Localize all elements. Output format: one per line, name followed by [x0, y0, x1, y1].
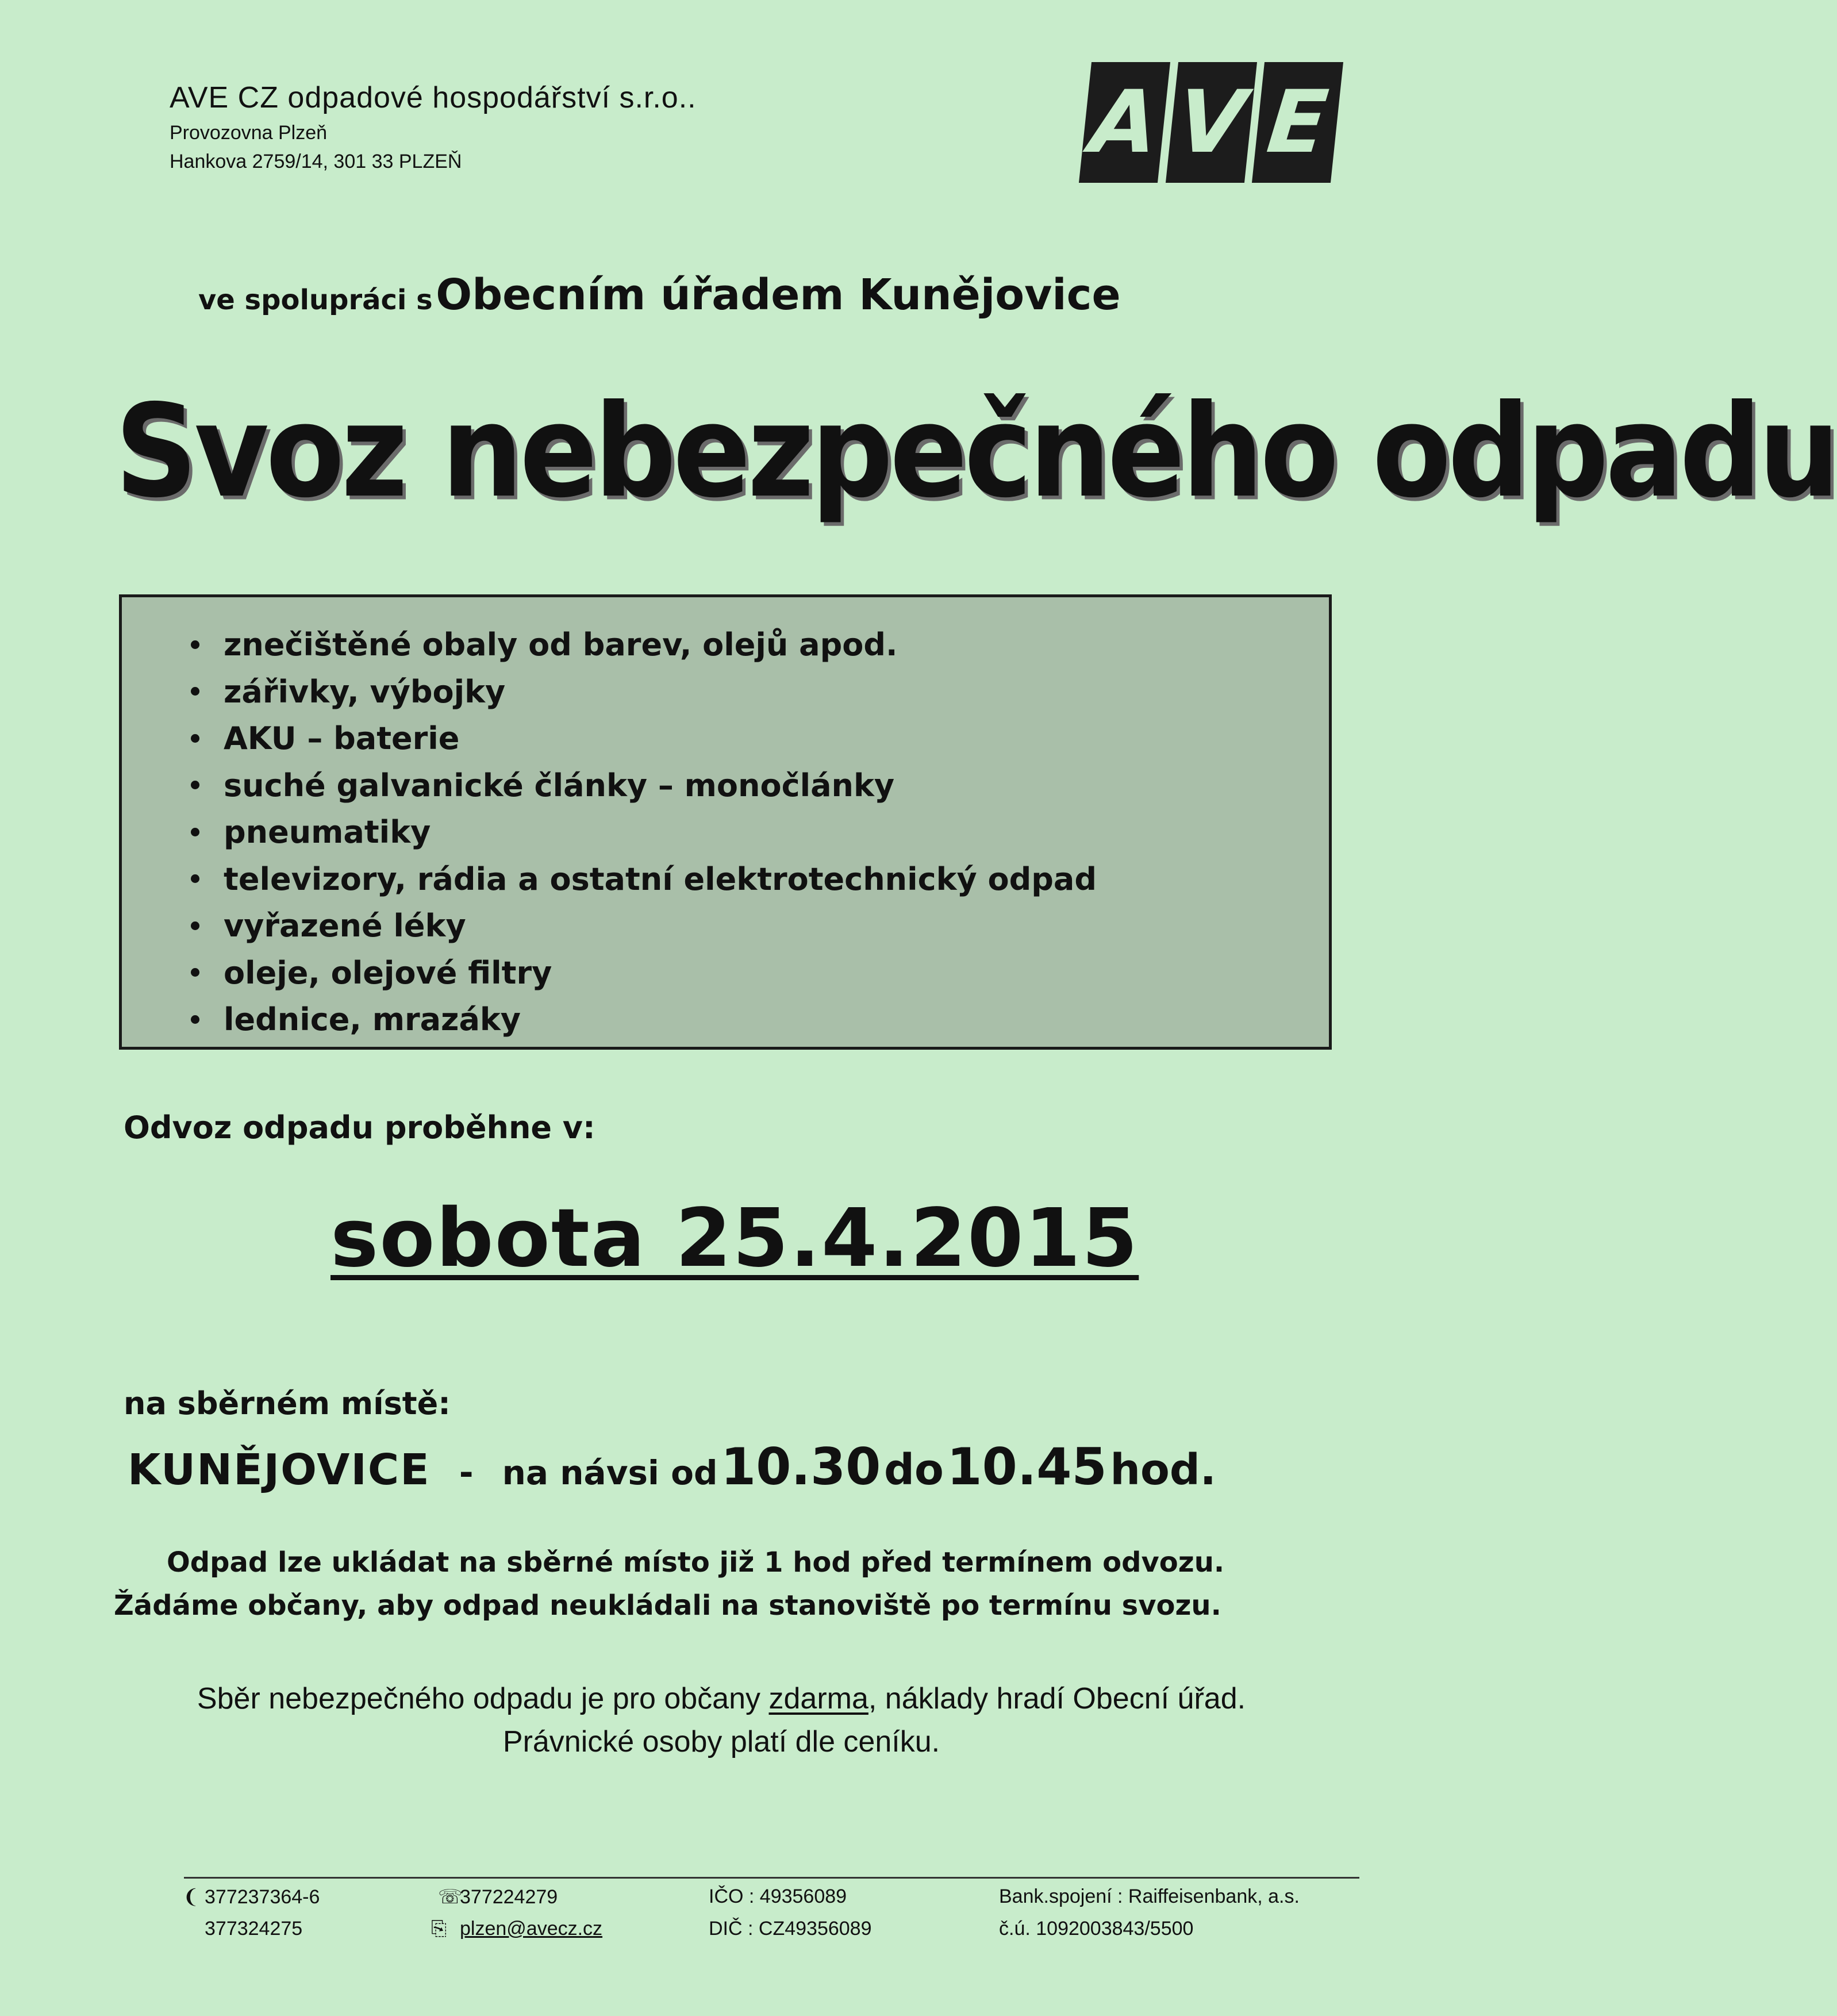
place-suffix: hod. — [1110, 1445, 1216, 1495]
footer-fax — [438, 1886, 558, 1909]
waste-list-box — [119, 594, 1332, 1050]
note-line-1: Odpad lze ukládat na sběrné místo již 1 hod před termínem odvozu. — [167, 1546, 1225, 1579]
logo-letter-v: V — [1166, 62, 1257, 183]
logo-letter-a: A — [1079, 62, 1170, 183]
intro-line — [198, 270, 1121, 320]
note-line-2: Žádáme občany, aby odpad neukládali na stanoviště po termínu svozu. — [114, 1589, 1221, 1622]
ave-logo — [1085, 62, 1337, 183]
footer-account: č.ú. 1092003843/5500 — [999, 1918, 1194, 1940]
footer-bank: Bank.spojení : Raiffeisenbank, a.s. — [999, 1886, 1300, 1907]
free-word: zdarma — [768, 1682, 868, 1715]
list-item: znečištěné obaly od barev, olejů apod. — [191, 625, 1097, 672]
free-collection-line — [129, 1681, 1313, 1716]
waste-list — [191, 625, 1097, 1047]
free-text-after: , náklady hradí Obecní úřad. — [868, 1682, 1246, 1715]
footer-divider — [184, 1877, 1359, 1879]
footer-phone2: 377324275 — [205, 1918, 303, 1940]
list-item: suché galvanické články – monočlánky — [191, 766, 1097, 813]
place-dash: - — [459, 1453, 474, 1493]
company-address: Hankova 2759/14, 301 33 PLZEŇ — [170, 151, 462, 172]
list-item: zářivky, výbojky — [191, 672, 1097, 719]
footer-email — [431, 1918, 602, 1940]
list-item: vyřazené léky — [191, 906, 1097, 953]
phone1-text: 377237364-6 — [205, 1886, 320, 1908]
footer-phone1 — [183, 1886, 320, 1909]
phone-icon: ❨ — [183, 1886, 199, 1908]
time-to: 10.45 — [947, 1437, 1107, 1496]
company-name: AVE CZ odpadové hospodářství s.r.o.. — [170, 81, 697, 114]
place-name: KUNĚJOVICE — [128, 1445, 431, 1495]
list-item: pneumatiky — [191, 812, 1097, 859]
footer-ico: IČO : 49356089 — [709, 1886, 847, 1907]
list-item: televizory, rádia a ostatní elektrotechnický odpad — [191, 859, 1097, 907]
logo-letter-e: E — [1252, 62, 1343, 183]
time-from: 10.30 — [721, 1437, 881, 1496]
computer-icon: ⎘ — [431, 1918, 447, 1940]
footer-dic: DIČ : CZ49356089 — [709, 1918, 872, 1940]
place-text-b: do — [883, 1445, 944, 1495]
place-text-a: na návsi od — [502, 1453, 718, 1492]
pickup-date: sobota 25.4.2015 — [330, 1192, 1139, 1285]
legal-entities-line: Právnické osoby platí dle ceníku. — [502, 1725, 940, 1758]
fax-text: 377224279 — [460, 1886, 558, 1908]
list-item: oleje, olejové filtry — [191, 953, 1097, 1000]
email-link[interactable]: plzen@avecz.cz — [460, 1918, 603, 1940]
fax-icon: ☏ — [438, 1886, 463, 1908]
main-title: Svoz nebezpečného odpadu — [115, 377, 1837, 527]
intro-office: Obecním úřadem Kunějovice — [436, 270, 1121, 320]
pickup-intro: Odvoz odpadu proběhne v: — [124, 1109, 595, 1146]
intro-prefix: ve spolupráci s — [198, 284, 433, 316]
company-branch: Provozovna Plzeň — [170, 122, 328, 144]
place-line — [128, 1437, 1216, 1496]
free-text-before: Sběr nebezpečného odpadu je pro občany — [197, 1682, 769, 1715]
place-intro: na sběrném místě: — [124, 1385, 451, 1422]
list-item: lednice, mrazáky — [191, 1000, 1097, 1047]
list-item: AKU – baterie — [191, 719, 1097, 766]
